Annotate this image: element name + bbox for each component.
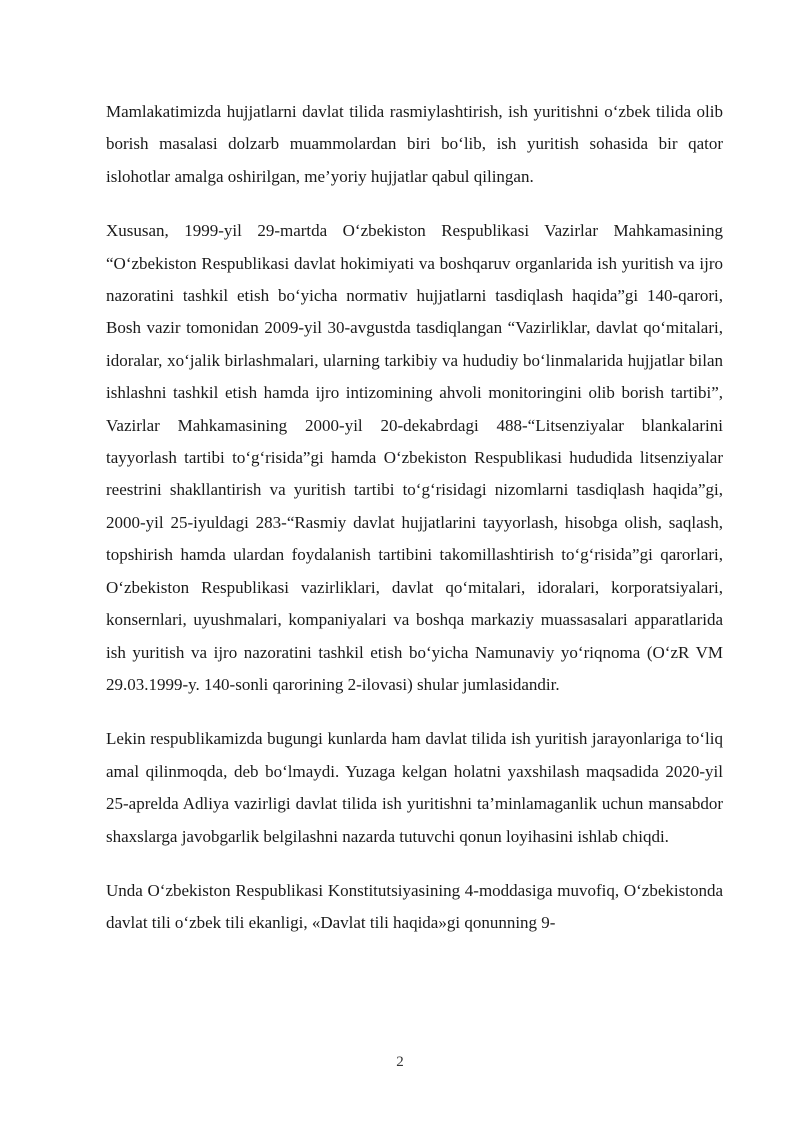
paragraph-1: Mamlakatimizda hujjatlarni davlat tilida rasmiylashtirish, ish yuritishni o‘zbek tilida olib borish masalasi dolzarb muammolardan biri bo‘lib, ish yuritish sohasida bir qator islohotlar amalga oshirilgan, me’yoriy hujjatlar qabul qilingan. xyxy=(106,102,723,186)
page-number: 2 xyxy=(396,1054,404,1070)
paragraph-4: Unda O‘zbekiston Respublikasi Konstitutsiyasining 4-moddasiga muvofiq, O‘zbekistonda davlat tili o‘zbek tili ekanligi, «Davlat tili haqida»gi qonunning 9- xyxy=(106,880,723,933)
paragraph-3: Lekin respublikamizda bugungi kunlarda ham davlat tilida ish yuritish jarayonlariga to‘liq amal qilinmoqda, deb bo‘lmaydi. Yuzaga kelgan holatni yaxshilash maqsadida 2020-yil 25-aprelda Adliya vazirligi davlat tilida ish yuritishni ta’minlamaganlik uchun mansabdor shaxslarga javobgarlik belgilashni nazarda tutuvchi qonun loyihasini ishlab chiqdi. xyxy=(106,729,723,846)
paragraph-2: Xususan, 1999-yil 29-martda O‘zbekiston Respublikasi Vazirlar Mahkamasining “O‘zbekiston Respublikasi davlat hokimiyati va boshqaruv organlarida ish yuritish va ijro nazoratini tashkil etish bo‘yicha normativ hujjatlarni tasdiqlash haqida”gi 140-qarori, Bosh vazir tomonidan 2009-yil 30-avgustda tasdiqlangan “Vazirliklar, davlat qo‘mitalari, idoralar, xo‘jalik birlashmalari, ularning tarkibiy va hududiy bo‘linmalarida hujjatlar bilan ishlashni tashkil etish hamda ijro intizomining ahvoli monitoringini olib borish tartibi”, Vazirlar Mahkamasining 2000-yil 20-dekabrdagi 488-“Litsenziyalar blankalarini tayyorlash tartibi to‘g‘risida”gi hamda O‘zbekiston Respublikasi hududida litsenziyalar reestrini shakllantirish va yuritish tartibi to‘g‘risidagi nizomlarni tasdiqlash haqida”gi, 2000-yil 25-iyuldagi 283-“Rasmiy davlat hujjatlarini tayyorlash, hisobga olish, saqlash, topshirish hamda ulardan foydalanish tartibini takomillashtirish to‘g‘risida”gi qarorlari, O‘zbekiston Respublikasi vazirliklari, davlat qo‘mitalari, idoralari, korporatsiyalari, konsernlari, uyushmalari, kompaniyalari va boshqa markaziy muassasalari apparatlarida ish yuritish va ijro nazoratini tashkil etish bo‘yicha Namunaviy yo‘riqnoma (O‘zR VM 29.03.1999-y. 140-sonli qarorining 2-ilovasi) shular jumlasidandir. xyxy=(106,221,723,694)
document-body xyxy=(106,96,723,962)
